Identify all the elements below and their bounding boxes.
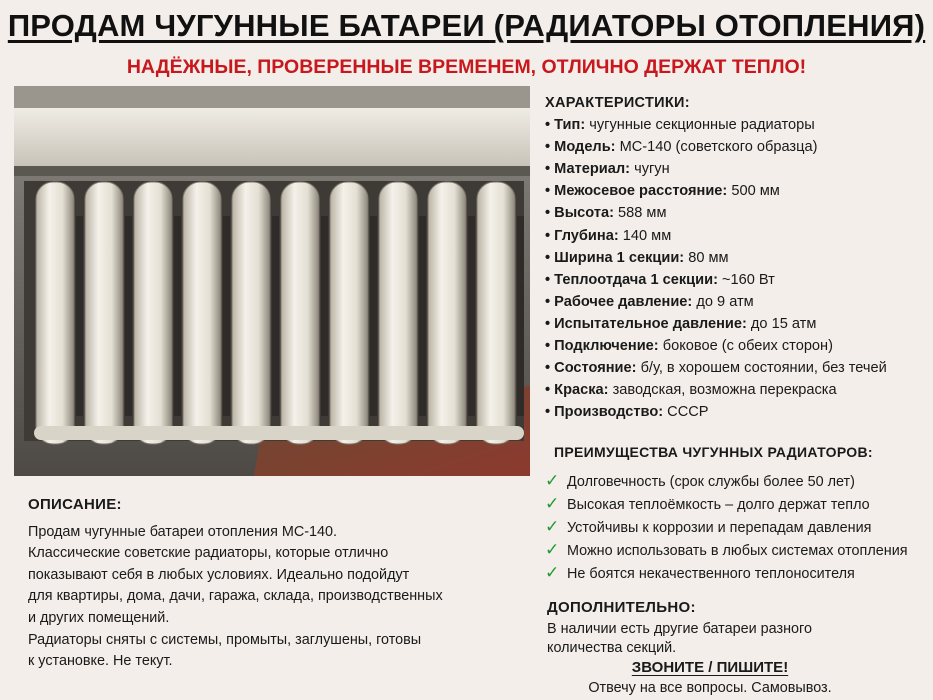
bullet-dot: •	[545, 315, 555, 332]
radiator-section	[330, 182, 368, 444]
radiator-section	[183, 182, 221, 444]
spec-value: МС-140 (советского образца)	[615, 139, 818, 156]
bullet-dot: •	[545, 338, 555, 355]
radiator-section	[379, 182, 417, 444]
page-title: ПРОДАМ ЧУГУННЫЕ БАТАРЕИ (РАДИАТОРЫ ОТОПЛЕНИЯ)	[7, 8, 926, 43]
spec-row	[545, 202, 925, 224]
check-icon: ✓	[545, 471, 560, 490]
spec-value: до 15 атм	[746, 315, 817, 332]
radiator-gap	[468, 216, 475, 416]
specs-heading: ХАРАКТЕРИСТИКИ:	[545, 95, 690, 111]
contact-note: Отвечу на все вопросы. Самовывоз.	[588, 680, 832, 696]
spec-value: боковое (с обеих сторон)	[658, 338, 833, 355]
advantage-text: Можно использовать в любых системах отопления	[563, 543, 908, 559]
spec-row	[545, 269, 925, 291]
spec-row	[545, 401, 925, 423]
advantage-item	[545, 492, 930, 515]
bullet-dot: •	[545, 205, 555, 222]
bullet-dot: •	[545, 161, 555, 178]
bullet-dot: •	[545, 360, 555, 377]
description-text	[28, 522, 458, 673]
advantages-heading: ПРЕИМУЩЕСТВА ЧУГУННЫХ РАДИАТОРОВ:	[554, 444, 873, 460]
radiator-section	[85, 182, 123, 444]
radiator-gap	[272, 216, 279, 416]
specs-list	[545, 114, 925, 423]
spec-label: Рабочее давление:	[554, 293, 693, 310]
advantages-section	[545, 444, 930, 584]
advantage-text: Долговечность (срок службы более 50 лет)	[563, 474, 855, 490]
radiator-gap	[370, 216, 377, 416]
spec-label: Тип:	[554, 117, 586, 134]
spec-row	[545, 335, 925, 357]
radiator-section	[232, 182, 270, 444]
spec-label: Ширина 1 секции:	[554, 249, 685, 266]
advantage-text: Высокая теплоёмкость – долго держат тепло	[563, 497, 870, 513]
bullet-dot: •	[545, 404, 555, 421]
advantage-item	[545, 469, 930, 492]
spec-value: ~160 Вт	[717, 271, 775, 288]
spec-value: 500 мм	[727, 183, 780, 200]
check-icon: ✓	[545, 540, 560, 559]
radiator-gap	[419, 216, 426, 416]
radiator-section	[281, 182, 319, 444]
spec-row	[545, 313, 925, 335]
contact-cta: ЗВОНИТЕ / ПИШИТЕ!	[631, 659, 789, 676]
spec-row	[545, 291, 925, 313]
spec-label: Теплоотдача 1 секции:	[554, 271, 718, 288]
spec-label: Материал:	[554, 161, 631, 178]
spec-row	[545, 114, 925, 136]
advantage-item	[545, 561, 930, 584]
bullet-dot: •	[545, 271, 555, 288]
spec-value: 140 мм	[618, 227, 672, 244]
advantage-item	[545, 515, 930, 538]
spec-label: Высота:	[554, 205, 614, 222]
spec-label: Состояние:	[554, 360, 637, 377]
description-line: показывают себя в любых условиях. Идеально подойдут	[28, 566, 410, 583]
spec-label: Краска:	[554, 382, 609, 399]
extra-heading: ДОПОЛНИТЕЛЬНО:	[547, 599, 696, 616]
radiator-section	[36, 182, 74, 444]
check-icon: ✓	[545, 563, 560, 582]
bullet-dot: •	[545, 117, 555, 134]
description-line: для квартиры, дома, дачи, гаража, склада, производственных	[28, 588, 443, 605]
description-line: к установке. Не текут.	[28, 653, 173, 670]
advantages-list	[545, 469, 930, 584]
spec-value: заводская, возможна перекраска	[608, 382, 837, 399]
spec-row	[545, 357, 925, 379]
description-line: Классические советские радиаторы, которые отлично	[28, 545, 389, 562]
extra-line: количества секций.	[547, 640, 677, 656]
radiator-gap	[321, 216, 328, 416]
advantage-item	[545, 538, 930, 561]
spec-value: до 9 атм	[692, 293, 754, 310]
spec-label: Испытательное давление:	[554, 315, 747, 332]
radiator-photo	[14, 86, 530, 476]
spec-value: чугун	[630, 161, 670, 178]
radiator-gap	[174, 216, 181, 416]
radiator-section	[428, 182, 466, 444]
description-section	[28, 494, 458, 673]
check-icon: ✓	[545, 494, 560, 513]
advantage-text: Устойчивы к коррозии и перепадам давления	[563, 520, 872, 536]
spec-row	[545, 247, 925, 269]
spec-row	[545, 136, 925, 158]
bullet-dot: •	[545, 183, 555, 200]
bullet-dot: •	[545, 227, 555, 244]
extra-text	[547, 620, 907, 658]
check-icon: ✓	[545, 517, 560, 536]
page-subtitle: НАДЁЖНЫЕ, ПРОВЕРЕННЫЕ ВРЕМЕНЕМ, ОТЛИЧНО ДЕРЖАТ ТЕПЛО!	[126, 56, 807, 78]
spec-value: 588 мм	[613, 205, 667, 222]
radiator-section	[134, 182, 172, 444]
advantage-text: Не боятся некачественного теплоносителя	[563, 566, 855, 582]
spec-value: чугунные секционные радиаторы	[585, 117, 815, 134]
spec-value: 80 мм	[684, 249, 729, 266]
radiator-section	[477, 182, 515, 444]
spec-row	[545, 180, 925, 202]
extra-section	[547, 598, 907, 658]
radiator-gap	[125, 216, 132, 416]
spec-row	[545, 225, 925, 247]
spec-row	[545, 158, 925, 180]
spec-label: Модель:	[554, 139, 616, 156]
description-line: Радиаторы сняты с системы, промыты, заглушены, готовы	[28, 631, 422, 648]
description-heading: ОПИСАНИЕ:	[28, 496, 122, 513]
spec-label: Межосевое расстояние:	[554, 183, 728, 200]
bullet-dot: •	[545, 293, 555, 310]
extra-line: В наличии есть другие батареи разного	[547, 621, 812, 637]
radiator-gap	[517, 216, 524, 416]
spec-label: Производство:	[554, 404, 664, 421]
radiator-gap	[223, 216, 230, 416]
description-line: и других помещений.	[28, 609, 170, 626]
specs-section	[545, 92, 925, 423]
radiator-gap	[76, 216, 83, 416]
bullet-dot: •	[545, 139, 555, 156]
bullet-dot: •	[545, 382, 555, 399]
spec-label: Глубина:	[554, 227, 619, 244]
description-line: Продам чугунные батареи отопления МС-140.	[28, 523, 338, 540]
bullet-dot: •	[545, 249, 555, 266]
spec-row	[545, 379, 925, 401]
spec-label: Подключение:	[554, 338, 659, 355]
spec-value: СССР	[663, 404, 709, 421]
spec-value: б/у, в хорошем состоянии, без течей	[636, 360, 887, 377]
